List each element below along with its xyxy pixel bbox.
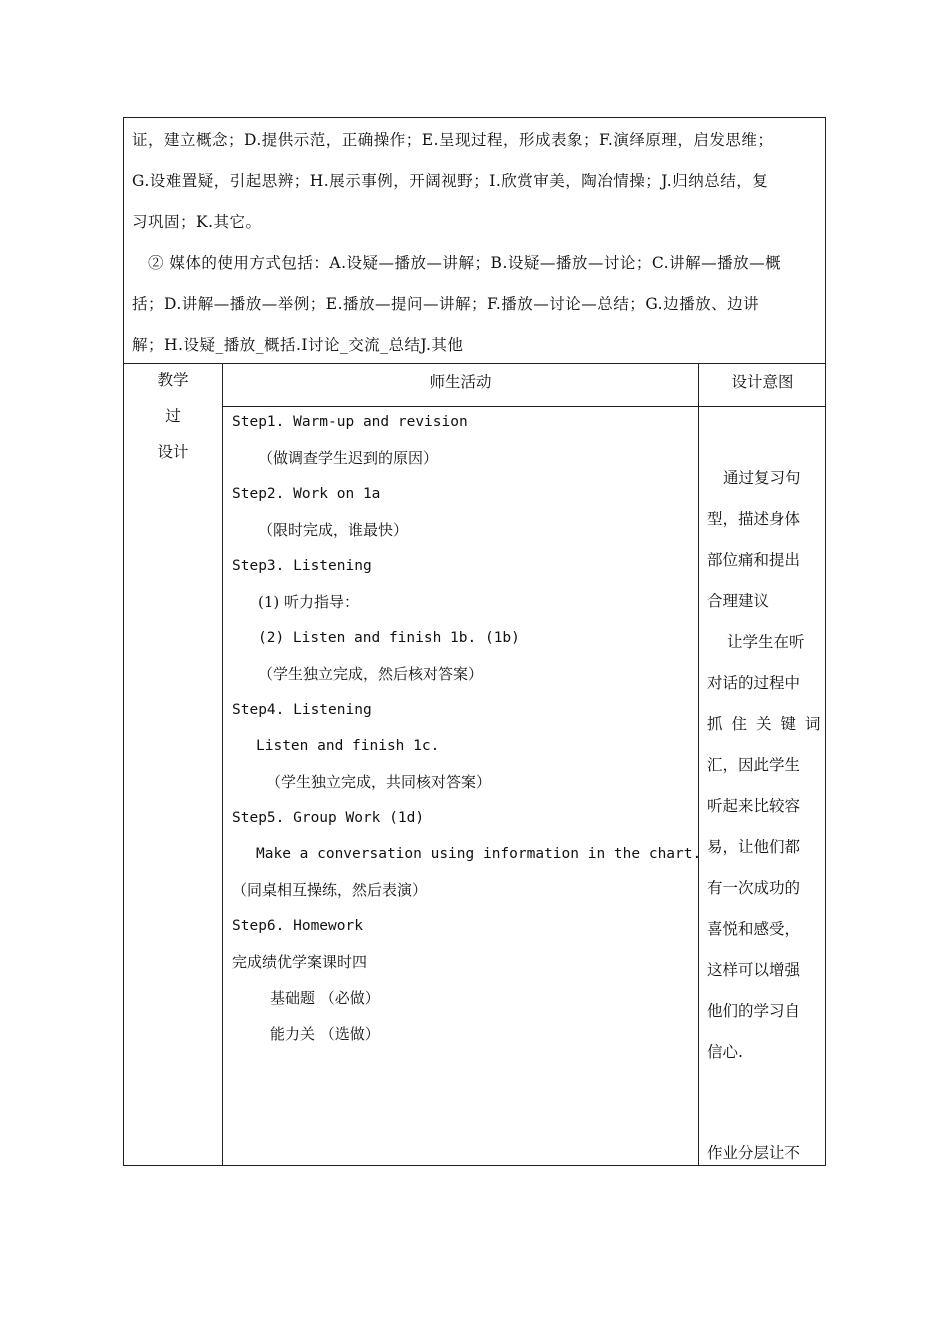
text-line: 证，建立概念；D.提供示范，正确操作；E.呈现过程，形成表象；F.演绎原理，启发思维； [132, 131, 774, 149]
step-line: Make a conversation using information in the chart. [256, 846, 702, 862]
intent-line: 型，描述身体 [707, 510, 801, 528]
step-line: Step1. Warm-up and revision [232, 414, 468, 430]
step-line: Step6. Homework [232, 918, 363, 934]
intent-line: 有一次成功的 [707, 879, 801, 897]
intent-line: 喜悦和感受， [707, 920, 801, 938]
step-line: （学生独立完成，共同核对答案） [266, 773, 492, 791]
step-line: Step2. Work on 1a [232, 486, 381, 502]
intent-line: 汇，因此学生 [707, 756, 801, 774]
intent-line-last: 作业分层让不 [707, 1144, 801, 1162]
step-line: (2) Listen and finish 1b. (1b) [258, 630, 520, 646]
row-label-line: 设计 [157, 443, 189, 461]
intent-line: 抓住关键词 [707, 715, 830, 733]
step-line: （限时完成，谁最快） [258, 521, 409, 539]
header-intent: 设计意图 [731, 373, 794, 391]
step-line: Step3. Listening [232, 558, 372, 574]
design-intent [707, 458, 830, 1073]
step-line: Step5. Group Work (1d) [232, 810, 425, 826]
step-line: Step4. Listening [232, 702, 372, 718]
column-divider-1 [222, 363, 223, 1166]
text-line: 习巩固；K.其它。 [132, 213, 262, 231]
intent-line: 信心. [707, 1043, 743, 1061]
step-line: （同桌相互操练，然后表演） [232, 881, 428, 899]
intent-line: 部位痛和提出 [707, 551, 801, 569]
intent-line: 听起来比较容 [707, 797, 801, 815]
text-line: ② 媒体的使用方式包括：A.设疑—播放—讲解；B.设疑—播放—讨论；C.讲解—播放—概 [148, 254, 782, 272]
step-line: （做调查学生迟到的原因） [258, 449, 439, 467]
text-line: 解；H.设疑_播放_概括.I讨论_交流_总结J.其他 [132, 336, 464, 354]
intent-line: 易，让他们都 [707, 838, 801, 856]
text-line: G.设难置疑，引起思辨；H.展示事例，开阔视野；I.欣赏审美，陶冶情操；J.归纳总结，复 [132, 172, 769, 190]
row-label-line: 过 [165, 407, 181, 425]
intent-line: 对话的过程中 [707, 674, 801, 692]
step-line: 基础题 （必做） [270, 989, 380, 1007]
media-options-text [132, 120, 822, 366]
step-line: （学生独立完成，然后核对答案） [258, 665, 484, 683]
intent-line: 通过复习句 [723, 469, 801, 487]
activity-steps [232, 404, 702, 1052]
text-line: 括；D.讲解—播放—举例；E.播放—提问—讲解；F.播放—讨论—总结；G.边播放、边讲 [132, 295, 760, 313]
intent-line: 他们的学习自 [707, 1002, 801, 1020]
step-line: (1) 听力指导： [258, 593, 360, 611]
column-divider-2 [698, 363, 699, 1166]
intent-line: 让学生在听 [727, 633, 805, 651]
intent-line: 这样可以增强 [707, 961, 801, 979]
intent-line: 合理建议 [707, 592, 770, 610]
step-line: Listen and finish 1c. [256, 738, 440, 754]
step-line: 能力关 （选做） [270, 1025, 380, 1043]
step-line: 完成绩优学案课时四 [232, 953, 368, 971]
header-activity: 师生活动 [429, 373, 492, 391]
row-label-line: 教学 [157, 371, 189, 389]
